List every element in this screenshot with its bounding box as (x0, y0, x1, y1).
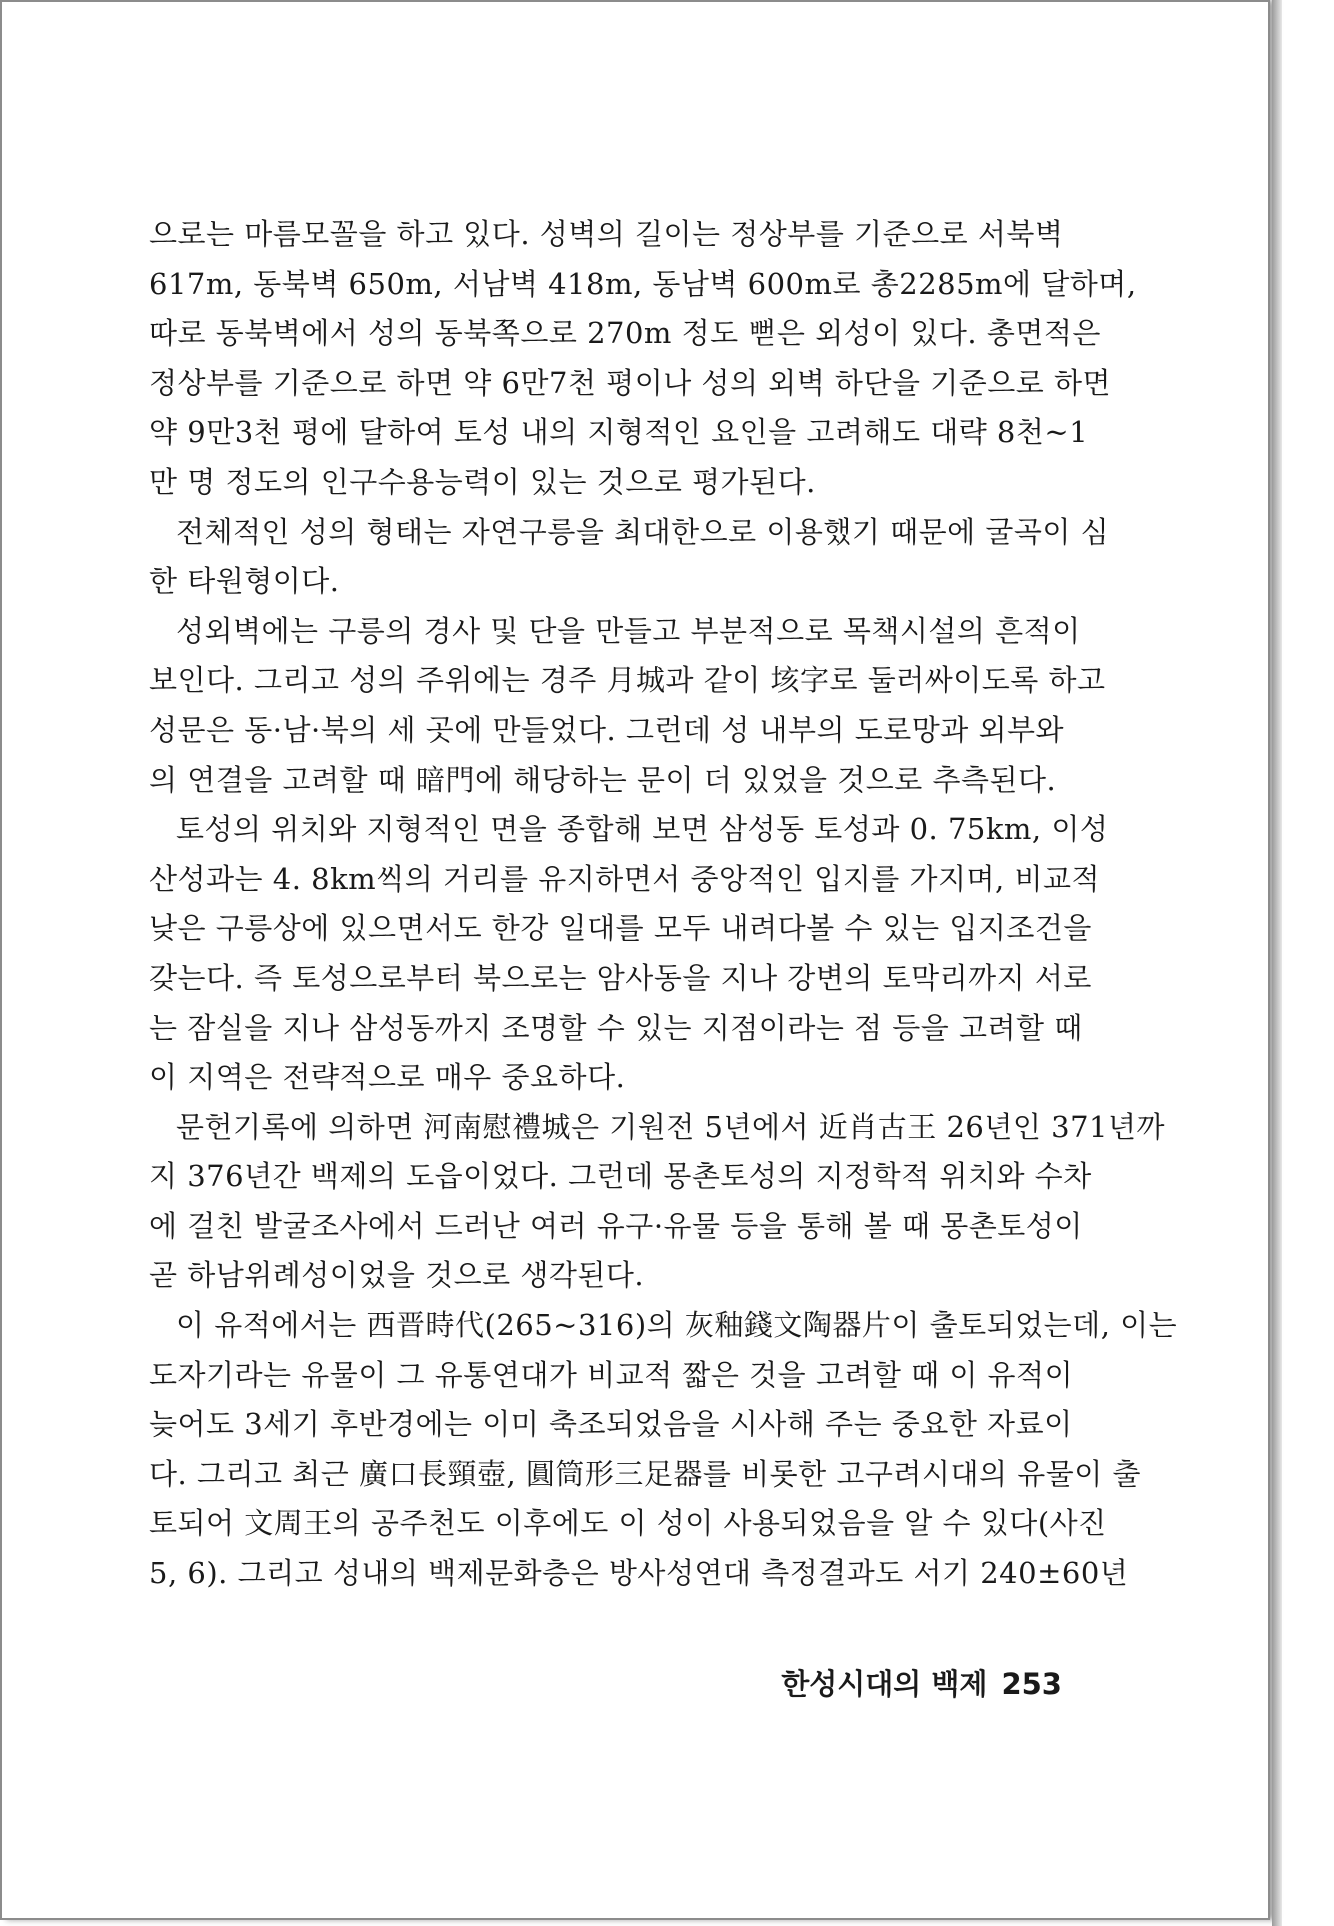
page-number: 253 (1001, 1667, 1062, 1701)
text-line: 갖는다. 즉 토성으로부터 북으로는 암사동을 지나 강변의 토막리까지 서로 (149, 960, 1092, 995)
text-line: 늦어도 3세기 후반경에는 이미 축조되었음을 시사해 주는 중요한 자료이 (149, 1407, 1073, 1442)
text-line: 도자기라는 유물이 그 유통연대가 비교적 짧은 것을 고려할 때 이 유적이 (149, 1357, 1074, 1392)
text-line: 문헌기록에 의하면 河南慰禮城은 기원전 5년에서 近肖古王 26년인 371년까 (176, 1109, 1165, 1144)
text-line: 정상부를 기준으로 하면 약 6만7천 평이나 성의 외벽 하단을 기준으로 하면 (149, 365, 1111, 400)
text-line: 는 잠실을 지나 삼성동까지 조명할 수 있는 지점이라는 점 등을 고려할 때 (149, 1010, 1083, 1045)
running-title: 한성시대의 백제 (781, 1667, 988, 1701)
text-line: 다. 그리고 최근 廣口長頸壺, 圓筒形三足器를 비롯한 고구려시대의 유물이 출 (149, 1456, 1141, 1491)
text-line: 성문은 동·남·북의 세 곳에 만들었다. 그런데 성 내부의 도로망과 외부와 (149, 712, 1065, 747)
text-line: 성외벽에는 구릉의 경사 및 단을 만들고 부분적으로 목책시설의 흔적이 (176, 613, 1081, 648)
text-line: 전체적인 성의 형태는 자연구릉을 최대한으로 이용했기 때문에 굴곡이 심 (176, 514, 1110, 549)
text-line: 으로는 마름모꼴을 하고 있다. 성벽의 길이는 정상부를 기준으로 서북벽 (149, 217, 1064, 251)
text-line: 산성과는 4. 8km씩의 거리를 유지하면서 중앙적인 입지를 가지며, 비교적 (149, 861, 1101, 896)
text-line: 에 걸친 발굴조사에서 드러난 여러 유구·유물 등을 통해 볼 때 몽촌토성이 (149, 1208, 1083, 1243)
text-line: 낮은 구릉상에 있으면서도 한강 일대를 모두 내려다볼 수 있는 입지조건을 (149, 911, 1092, 946)
text-line: 곧 하남위례성이었을 것으로 생각된다. (149, 1258, 645, 1293)
text-line: 617m, 동북벽 650m, 서남벽 418m, 동남벽 600m로 총2285m에 달하며, (149, 266, 1137, 301)
text-line: 이 유적에서는 西晋時代(265~316)의 灰釉錢文陶器片이 출토되었는데, 이는 (176, 1308, 1178, 1343)
text-line: 약 9만3천 평에 달하여 토성 내의 지형적인 요인을 고려해도 대략 8천~1 (149, 415, 1089, 450)
page-footer (762, 1662, 1062, 1703)
body-text (149, 210, 1178, 1599)
text-line: 지 376년간 백제의 도읍이었다. 그런데 몽촌토성의 지정학적 위치와 수차 (149, 1159, 1092, 1194)
page-edge-shadow (1272, 0, 1282, 1926)
text-line: 토되어 文周王의 공주천도 이후에도 이 성이 사용되었음을 알 수 있다(사진 (149, 1506, 1107, 1541)
text-line: 5, 6). 그리고 성내의 백제문화층은 방사성연대 측정결과도 서기 240±60년 (149, 1556, 1129, 1591)
text-line: 만 명 정도의 인구수용능력이 있는 것으로 평가된다. (149, 464, 816, 499)
text-line: 토성의 위치와 지형적인 면을 종합해 보면 삼성동 토성과 0. 75km, 이성 (176, 812, 1109, 847)
text-line: 이 지역은 전략적으로 매우 중요하다. (149, 1060, 626, 1095)
text-line: 따로 동북벽에서 성의 동북쪽으로 270m 정도 뻗은 외성이 있다. 총면적은 (149, 316, 1101, 351)
text-line: 보인다. 그리고 성의 주위에는 경주 月城과 같이 垓字로 둘러싸이도록 하고 (149, 663, 1106, 698)
text-line: 의 연결을 고려할 때 暗門에 해당하는 문이 더 있었을 것으로 추측된다. (149, 762, 1057, 797)
text-line: 한 타원형이다. (149, 564, 340, 599)
